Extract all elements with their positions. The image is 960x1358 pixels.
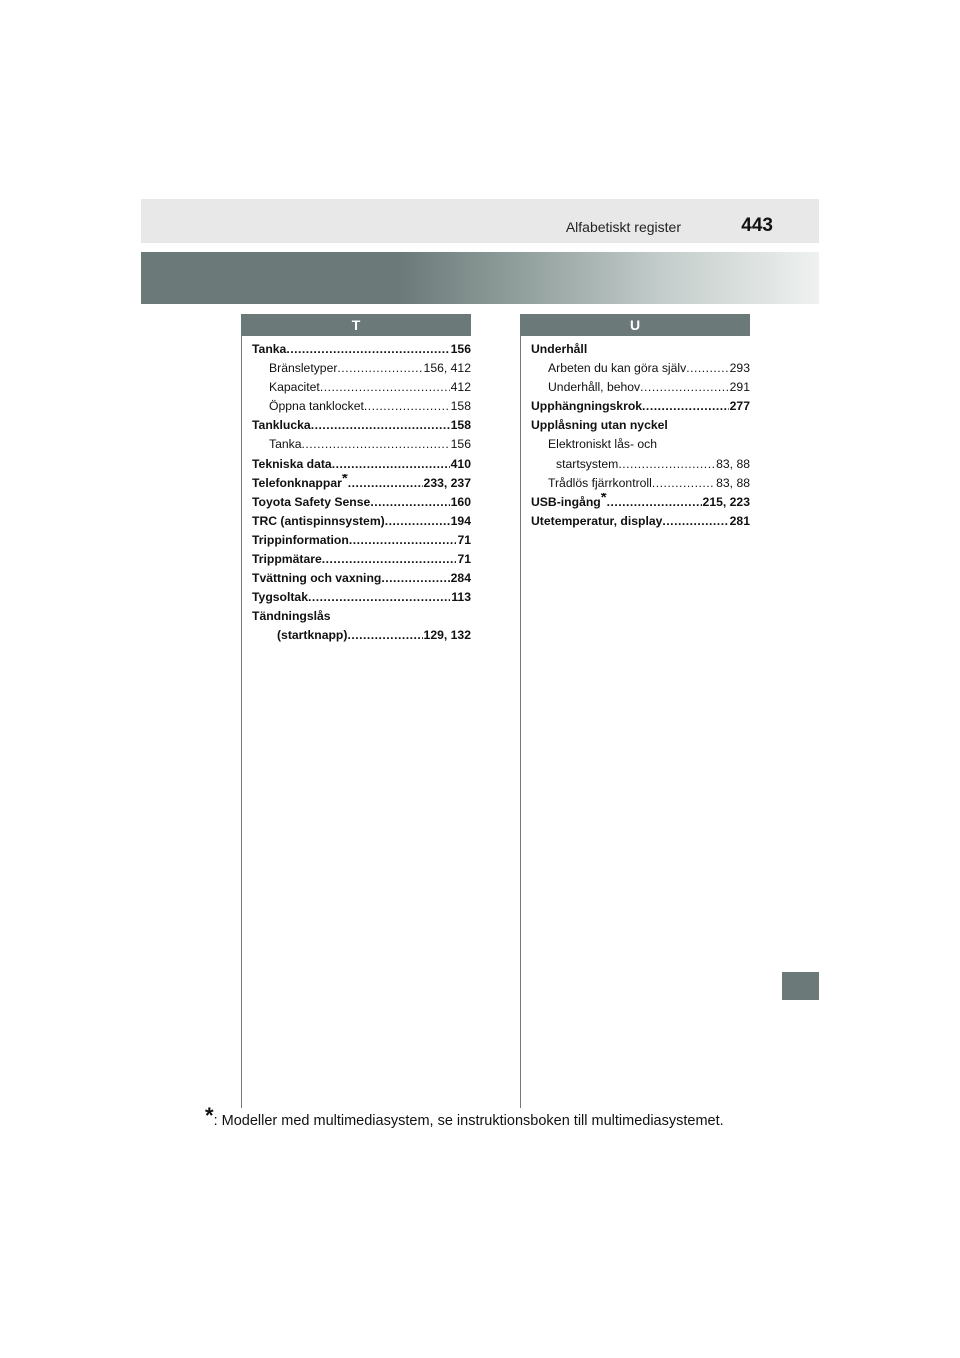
index-subentry-continuation[interactable]: startsystem ..... 83, 88 bbox=[531, 455, 750, 474]
index-subentry[interactable]: Arbeten du kan göra själv ..... 293 bbox=[531, 359, 750, 378]
index-entry[interactable]: Toyota Safety Sense ..... 160 bbox=[252, 493, 471, 512]
index-entry[interactable]: Underhåll bbox=[531, 342, 588, 356]
index-entry-continuation[interactable]: (startknapp) ..... 129, 132 bbox=[252, 626, 471, 645]
index-subentry[interactable]: Öppna tanklocket ..... 158 bbox=[252, 397, 471, 416]
index-entry[interactable]: TRC (antispinnsystem) ..... 194 bbox=[252, 512, 471, 531]
footnote bbox=[205, 1103, 724, 1129]
index-entry[interactable]: Trippmätare ..... 71 bbox=[252, 550, 471, 569]
page-number: 443 bbox=[741, 215, 773, 236]
index-subentry[interactable]: Elektroniskt lås- och bbox=[548, 437, 658, 452]
index-subentry[interactable]: Underhåll, behov ..... 291 bbox=[531, 378, 750, 397]
index-subentry[interactable]: Tanka ..... 156 bbox=[252, 435, 471, 454]
footnote-star: * bbox=[341, 473, 348, 487]
page-header bbox=[141, 199, 819, 243]
index-subentry[interactable]: Trådlös fjärrkontroll ..... 83, 88 bbox=[531, 474, 750, 493]
footnote-text: : Modeller med multimediasystem, se instruktionsboken till multimediasystemet. bbox=[213, 1113, 724, 1129]
index-entry[interactable]: Trippinformation ..... 71 bbox=[252, 531, 471, 550]
index-entry[interactable]: Upphängningskrok ..... 277 bbox=[531, 397, 750, 416]
index-entry[interactable]: Telefonknappar* ..... 233, 237 bbox=[252, 474, 471, 493]
index-entry[interactable]: Upplåsning utan nyckel bbox=[531, 418, 668, 433]
column-divider bbox=[520, 336, 521, 1108]
index-column-t bbox=[252, 340, 471, 646]
chapter-band bbox=[141, 252, 819, 304]
chapter-tab bbox=[782, 972, 819, 1000]
index-entry[interactable]: Tekniska data ..... 410 bbox=[252, 455, 471, 474]
index-entry[interactable]: Tygsoltak ..... 113 bbox=[252, 588, 471, 607]
index-subentry[interactable]: Kapacitet ..... 412 bbox=[252, 378, 471, 397]
index-entry[interactable]: Tanklucka ..... 158 bbox=[252, 416, 471, 435]
footnote-star: * bbox=[600, 492, 607, 506]
index-entry[interactable]: Tändningslås bbox=[252, 609, 331, 624]
column-divider bbox=[241, 336, 242, 1108]
section-title: Alfabetiskt register bbox=[565, 219, 681, 235]
index-entry[interactable]: USB-ingång* ..... 215, 223 bbox=[531, 493, 750, 512]
index-column-u bbox=[531, 340, 750, 531]
section-letter-t: T bbox=[241, 314, 471, 336]
section-letter-u: U bbox=[520, 314, 750, 336]
index-entry[interactable]: Utetemperatur, display ..... 281 bbox=[531, 512, 750, 531]
index-entry[interactable]: Tanka ..... 156 bbox=[252, 340, 471, 359]
index-entry[interactable]: Tvättning och vaxning ..... 284 bbox=[252, 569, 471, 588]
index-subentry[interactable]: Bränsletyper ..... 156, 412 bbox=[252, 359, 471, 378]
footnote-mark: * bbox=[205, 1103, 214, 1128]
